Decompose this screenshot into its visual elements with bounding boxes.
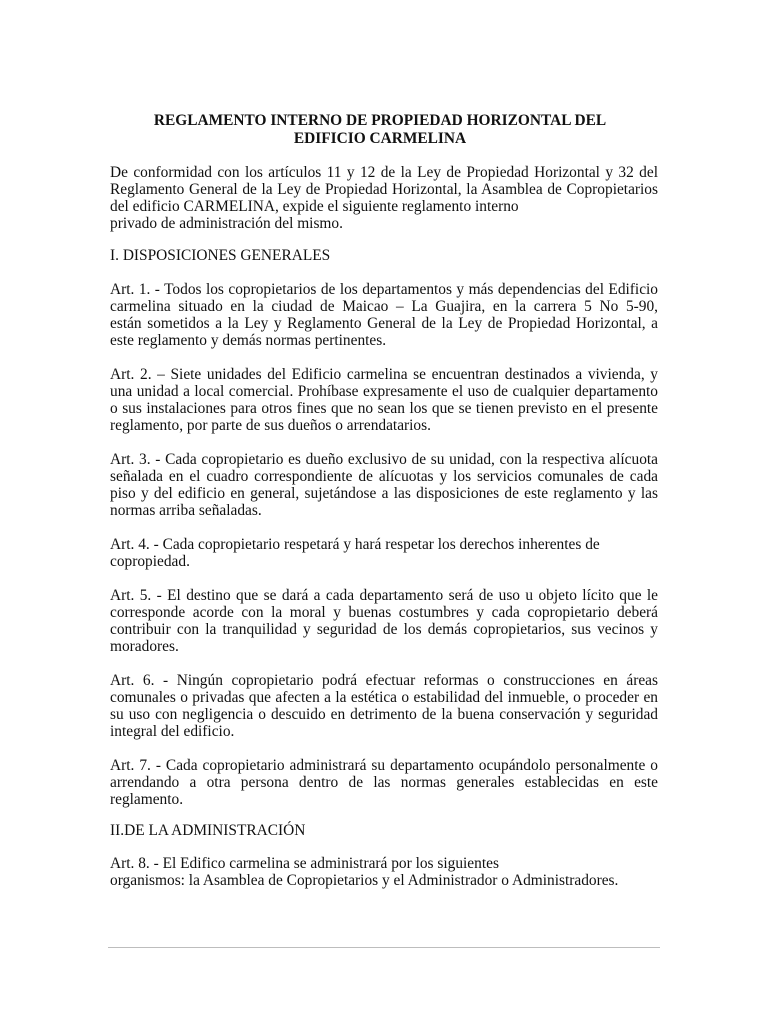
text-line: Art. 6. - Ningún copropietario podrá efectuar reformas o construcciones en áreas (110, 672, 658, 689)
document-title (110, 112, 650, 148)
text-line: integral del edificio. (110, 723, 235, 740)
text-line: contribuir con la tranquilidad y seguridad de los demás copropietarios, sus vecinos y (110, 621, 658, 638)
text-line: Art. 4. - Cada copropietario respetará y hará respetar los derechos inherentes de (110, 536, 600, 553)
text-line: carmelina situado en la ciudad de Maicao – La Guajira, en la carrera 5 No 5-90, (110, 298, 658, 315)
text-line: del edificio CARMELINA, expide el siguiente reglamento interno (110, 198, 519, 215)
text-line: copropiedad. (110, 553, 190, 570)
text-line: privado de administración del mismo. (110, 215, 343, 232)
text-line: este reglamento y demás normas pertinentes. (110, 332, 387, 349)
title-line-1: REGLAMENTO INTERNO DE PROPIEDAD HORIZONTAL DEL (153, 112, 607, 129)
text-line: piso y del edificio en general, sujetándose a las disposiciones de este reglamento y las (110, 485, 658, 502)
text-line: normas arriba señaladas. (110, 502, 262, 519)
text-line: Art. 2. – Siete unidades del Edificio carmelina se encuentran destinados a vivienda, y (110, 366, 658, 383)
text-line: señalada en el cuadro correspondiente de alícuotas y los servicios comunales de cada (110, 468, 658, 485)
text-line: II.DE LA ADMINISTRACIÓN (110, 822, 306, 839)
text-line: moradores. (110, 638, 179, 655)
text-line: una unidad a local comercial. Prohíbase expresamente el uso de cualquier departamento (110, 383, 658, 400)
text-line: Reglamento General de la Ley de Propiedad Horizontal, la Asamblea de Copropietarios (110, 181, 658, 198)
text-line: reglamento. (110, 791, 184, 808)
text-line: reglamento, por parte de sus dueños o arrendatarios. (110, 417, 431, 434)
text-line: I. DISPOSICIONES GENERALES (110, 247, 331, 264)
text-line: De conformidad con los artículos 11 y 12 de la Ley de Propiedad Horizontal y 32 del (110, 164, 658, 181)
text-line: su uso con negligencia o descuido en detrimento de la buena conservación y seguridad (110, 706, 658, 723)
text-line: están sometidos a la Ley y Reglamento General de la Ley de Propiedad Horizontal, a (110, 315, 658, 332)
text-line: Art. 5. - El destino que se dará a cada departamento será de uso u objeto lícito que le (110, 587, 658, 604)
title-line-2: EDIFICIO CARMELINA (293, 130, 467, 147)
page-footer-divider (108, 947, 660, 948)
text-line: Art. 8. - El Edifico carmelina se administrará por los siguientes (110, 855, 499, 872)
text-line: Art. 7. - Cada copropietario administrará su departamento ocupándolo personalmente o (110, 757, 658, 774)
text-line: corresponde acorde con la moral y buenas costumbres y cada copropietario deberá (110, 604, 658, 621)
text-line: Art. 1. - Todos los copropietarios de los departamentos y más dependencias del Edificio (110, 281, 658, 298)
text-line: organismos: la Asamblea de Copropietarios y el Administrador o Administradores. (110, 872, 619, 889)
text-line: arrendando a otra persona dentro de las normas generales establecidas en este (110, 774, 658, 791)
text-line: comunales o privadas que afecten a la estética o estabilidad del inmueble, o proceder en (110, 689, 658, 706)
text-line: Art. 3. - Cada copropietario es dueño exclusivo de su unidad, con la respectiva alícuota (110, 451, 658, 468)
text-line: o sus instalaciones para otros fines que no sean los que se tienen previsto en el presente (110, 400, 658, 417)
